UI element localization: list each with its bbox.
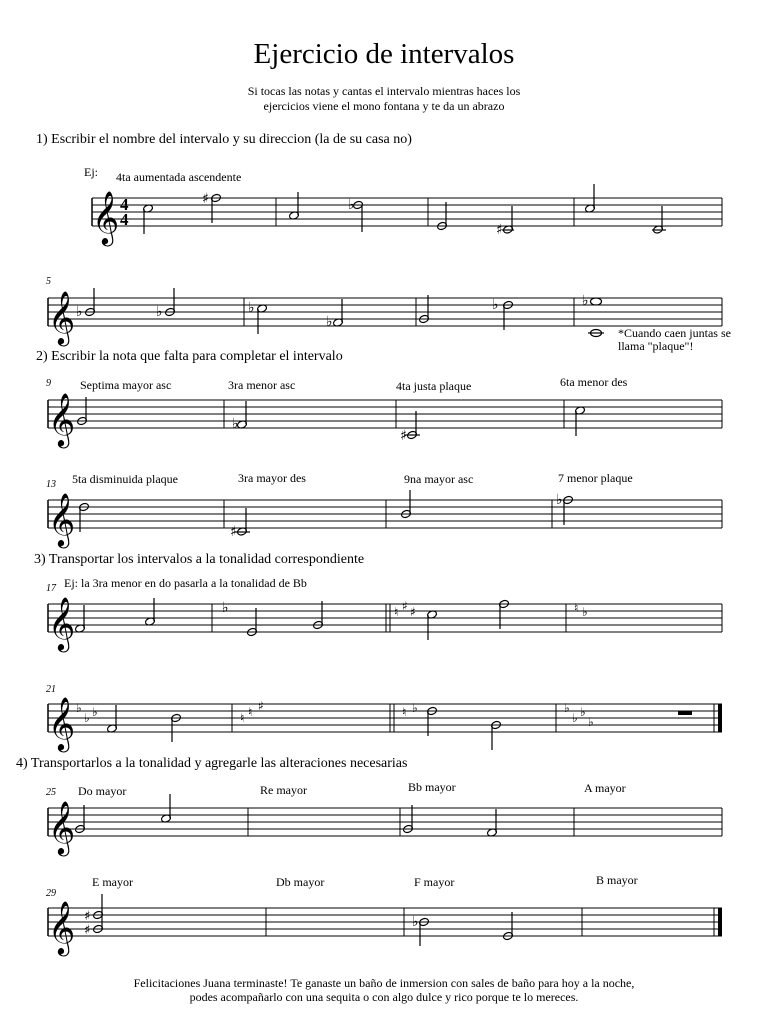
plaque-note-line-1: *Cuando caen juntas se [618,326,731,340]
sharp-icon: ♯ [258,699,264,713]
interval-label-m10: 3ra menor asc [228,378,296,392]
flat-icon: ♭ [156,304,163,320]
flat-icon: ♭ [76,701,82,715]
sharp-icon: ♯ [496,222,503,238]
measure-number-21: 21 [46,684,56,695]
sharp-icon: ♯ [410,605,416,619]
treble-clef-icon: 𝄞 [48,698,76,749]
time-signature-bottom: 4 [120,210,129,229]
interval-label-m13: 5ta disminuida plaque [72,472,178,486]
flat-icon: ♭ [556,492,563,508]
staff-system-5 [0,596,768,656]
interval-label-m11: 4ta justa plaque [396,379,472,393]
key-label-m28: A mayor [584,781,626,795]
sharp-icon: ♯ [202,191,209,207]
key-label-m25: Do mayor [78,784,127,798]
subtitle-line-1: Si tocas las notas y cantas el intervalo mientras haces los [247,84,521,98]
flat-icon: ♭ [588,715,594,729]
natural-icon: ♮ [394,605,399,619]
natural-icon: ♮ [240,711,245,725]
natural-icon: ♮ [402,705,407,719]
measure-number-9: 9 [46,378,51,389]
key-label-m26: Re mayor [260,783,307,797]
treble-clef-icon: 𝄞 [48,598,76,649]
subtitle-line-2: ejercicios viene el mono fontana y te da un abrazo [263,99,505,113]
flat-icon: ♭ [572,711,578,725]
flat-icon: ♭ [582,605,588,619]
flat-icon: ♭ [326,314,333,330]
flat-icon: ♭ [92,705,98,719]
flat-icon: ♭ [248,300,255,316]
flat-icon: ♭ [232,416,239,432]
interval-label-m15: 9na mayor asc [404,472,474,486]
treble-clef-icon: 𝄞 [48,394,76,445]
measure-number-5: 5 [46,276,51,287]
sharp-icon: ♯ [84,909,91,924]
interval-label-m16: 7 menor plaque [558,471,633,485]
natural-icon: ♮ [248,705,253,719]
measure-number-13: 13 [46,479,56,490]
section-2-heading: 2) Escribir la nota que falta para completar el intervalo [36,349,343,364]
flat-icon: ♭ [76,304,83,320]
footer-line-1: Felicitaciones Juana terminaste! Te ganaste un baño de inmersion con sales de baño para hoy a la noche, [133,976,635,990]
treble-clef-icon: 𝄞 [92,192,120,243]
key-label-m29: E mayor [92,875,133,889]
measure-number-17: 17 [46,583,56,594]
footer-line-2: podes acompañarlo con una sequita o con algo dulce y rico porque te lo mereces. [189,990,579,1004]
interval-label-ex: 4ta aumentada ascendente [116,170,242,184]
section-3-heading: 3) Transportar los intervalos a la tonalidad correspondiente [34,552,365,567]
staff-system-3 [0,392,768,452]
plaque-note-line-2: llama "plaque"! [618,339,694,353]
sharp-icon: ♯ [400,428,407,444]
section-4-heading: 4) Transportarlos a la tonalidad y agregarle las alteraciones necesarias [16,756,408,771]
natural-icon: ♮ [574,601,579,615]
staff-system-6 [0,696,768,756]
footer-message [0,976,768,1004]
subtitle [0,84,768,114]
treble-clef-icon: 𝄞 [48,292,76,343]
flat-icon: ♭ [84,711,90,725]
sharp-icon: ♯ [230,524,237,540]
interval-label-m14: 3ra mayor des [238,471,306,485]
treble-clef-icon: 𝄞 [48,902,76,953]
staff-system-4 [0,492,768,552]
key-label-m31: F mayor [414,875,455,889]
treble-clef-icon: 𝄞 [48,494,76,545]
measure-number-29: 29 [46,888,56,899]
page-title: Ejercicio de intervalos [253,38,515,70]
key-label-m27: Bb mayor [408,780,456,794]
time-signature-top: 4 [120,195,129,214]
flat-icon: ♭ [492,297,499,313]
interval-label-m17: Ej: la 3ra menor en do pasarla a la tonalidad de Bb [64,576,307,590]
interval-label-m9: Septima mayor asc [80,378,172,392]
sharp-icon: ♯ [84,923,91,938]
sharp-icon: ♯ [402,599,408,613]
measure-number-25: 25 [46,787,56,798]
flat-icon: ♭ [412,701,418,715]
flat-icon: ♭ [580,705,586,719]
flat-icon: ♭ [582,293,589,309]
whole-rest-icon [678,711,692,715]
treble-clef-icon: 𝄞 [48,802,76,853]
key-label-m30: Db mayor [276,875,325,889]
example-label: Ej: [84,165,98,179]
key-label-m32: B mayor [596,873,638,887]
flat-icon: ♭ [222,600,229,616]
staff-system-2 [0,290,768,350]
flat-icon: ♭ [348,197,355,213]
staff-system-7 [0,800,768,860]
interval-label-m12: 6ta menor des [560,375,628,389]
flat-icon: ♭ [412,914,419,930]
staff-system-1 [0,190,768,250]
staff-system-8 [0,900,768,960]
section-1-heading: 1) Escribir el nombre del intervalo y su direccion (la de su casa no) [36,132,412,147]
flat-icon: ♭ [564,701,570,715]
